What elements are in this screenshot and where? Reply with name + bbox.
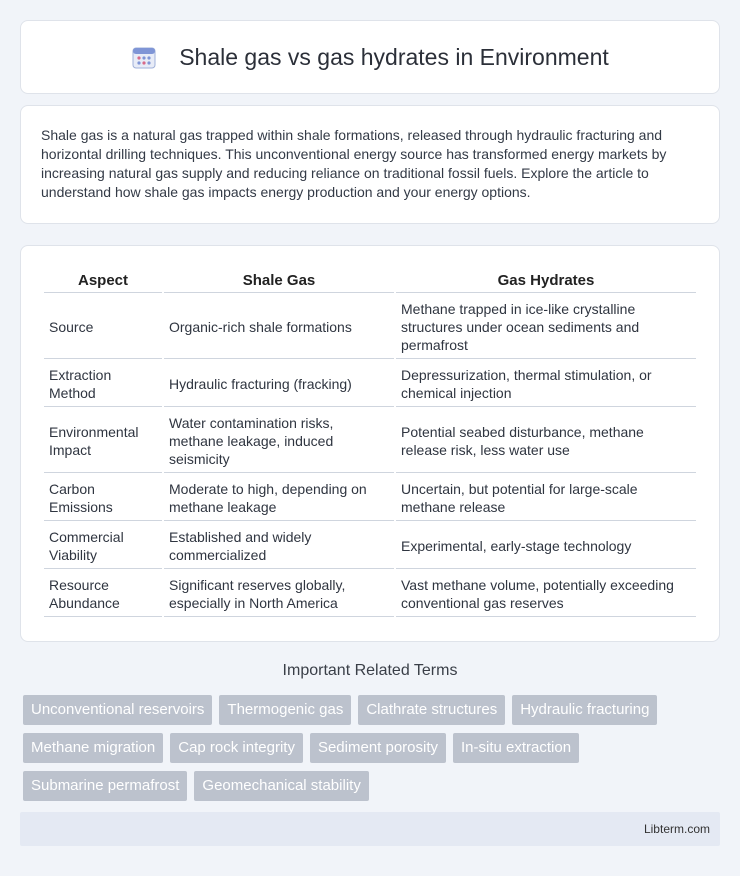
term-tag[interactable]: In-situ extraction <box>453 733 579 763</box>
cell-gas-hydrates: Potential seabed disturbance, methane release risk, less water use <box>396 409 696 473</box>
intro-card <box>20 105 720 224</box>
comparison-table-card <box>20 245 720 642</box>
comparison-table <box>42 264 698 619</box>
term-tag[interactable]: Thermogenic gas <box>219 695 351 725</box>
footer <box>20 812 720 846</box>
cell-gas-hydrates: Experimental, early-stage technology <box>396 523 696 569</box>
calendar-grid-icon <box>131 44 157 70</box>
footer-site-link[interactable]: Libterm.com <box>643 822 710 836</box>
cell-gas-hydrates: Uncertain, but potential for large-scale methane release <box>396 475 696 521</box>
column-header-gas-hydrates: Gas Hydrates <box>396 266 696 293</box>
table-row <box>44 295 696 359</box>
term-tag[interactable]: Hydraulic fracturing <box>512 695 657 725</box>
cell-shale-gas: Established and widely commercialized <box>164 523 394 569</box>
related-terms-list <box>23 695 723 801</box>
cell-aspect: Carbon Emissions <box>44 475 162 521</box>
table-row <box>44 409 696 473</box>
cell-shale-gas: Moderate to high, depending on methane leakage <box>164 475 394 521</box>
cell-gas-hydrates: Depressurization, thermal stimulation, or chemical injection <box>396 361 696 407</box>
term-tag[interactable]: Unconventional reservoirs <box>23 695 212 725</box>
term-tag[interactable]: Submarine permafrost <box>23 771 187 801</box>
term-tag[interactable]: Clathrate structures <box>358 695 505 725</box>
cell-aspect: Commercial Viability <box>44 523 162 569</box>
cell-shale-gas: Water contamination risks, methane leakage, induced seismicity <box>164 409 394 473</box>
term-tag[interactable]: Geomechanical stability <box>194 771 368 801</box>
cell-aspect: Environmental Impact <box>44 409 162 473</box>
cell-aspect: Source <box>44 295 162 359</box>
cell-aspect: Resource Abundance <box>44 571 162 617</box>
cell-gas-hydrates: Vast methane volume, potentially exceeding conventional gas reserves <box>396 571 696 617</box>
cell-shale-gas: Significant reserves globally, especially in North America <box>164 571 394 617</box>
column-header-aspect: Aspect <box>44 266 162 293</box>
intro-text: Shale gas is a natural gas trapped within shale formations, released through hydraulic fracturing and horizontal drilling techniques. This unconventional energy source has transformed energy markets by increasing natural gas supply and reducing reliance on traditional fossil fuels. Explore the article to understand how shale gas impacts energy production and your energy options. <box>41 127 667 200</box>
column-header-shale-gas: Shale Gas <box>164 266 394 293</box>
cell-shale-gas: Hydraulic fracturing (fracking) <box>164 361 394 407</box>
cell-shale-gas: Organic-rich shale formations <box>164 295 394 359</box>
term-tag[interactable]: Sediment porosity <box>310 733 446 763</box>
page-title: Shale gas vs gas hydrates in Environment <box>179 43 609 70</box>
table-row <box>44 571 696 617</box>
term-tag[interactable]: Cap rock integrity <box>170 733 303 763</box>
header-card <box>20 20 720 94</box>
related-terms-title: Important Related Terms <box>282 662 458 679</box>
cell-gas-hydrates: Methane trapped in ice-like crystalline structures under ocean sediments and permafrost <box>396 295 696 359</box>
table-row <box>44 523 696 569</box>
table-header-row <box>44 266 696 293</box>
table-row <box>44 475 696 521</box>
cell-aspect: Extraction Method <box>44 361 162 407</box>
table-row <box>44 361 696 407</box>
term-tag[interactable]: Methane migration <box>23 733 163 763</box>
